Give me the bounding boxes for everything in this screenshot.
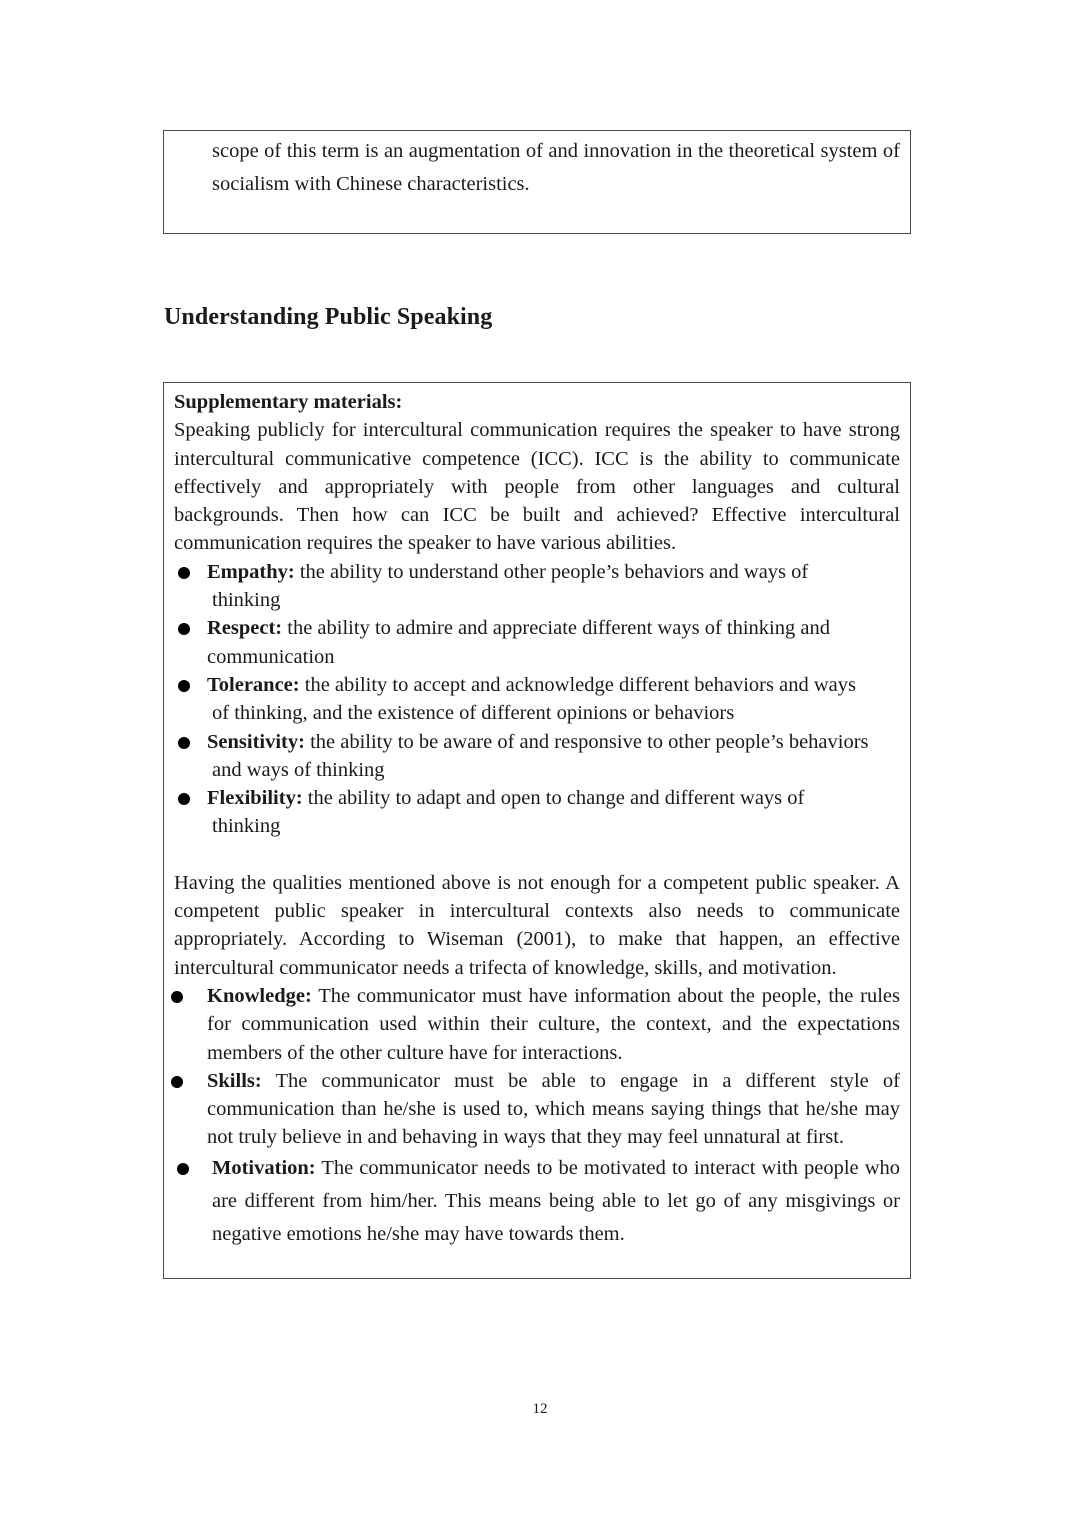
component-item-skills bbox=[174, 1067, 900, 1152]
component-term: Motivation: bbox=[212, 1156, 316, 1179]
section-title: Understanding Public Speaking bbox=[164, 304, 493, 330]
ability-text: the ability to adapt and open to change and different ways of bbox=[307, 787, 805, 810]
bullet-icon bbox=[178, 737, 190, 749]
components-list bbox=[174, 982, 900, 1251]
bullet-icon bbox=[178, 623, 190, 635]
component-item-motivation bbox=[174, 1152, 900, 1251]
component-text: The communicator must be able to engage in a different style of communication than he/she is used to, which means saying things that he/she may not truly believe in and behaving in ways that they may feel unnatural at first. bbox=[207, 1069, 900, 1149]
ability-item-empathy bbox=[174, 558, 900, 615]
bullet-icon bbox=[178, 680, 190, 692]
continuation-text: scope of this term is an augmentation of and innovation in the theoretical system of socialism with Chinese characteristics. bbox=[212, 140, 900, 195]
ability-term: Flexibility: bbox=[207, 787, 303, 810]
ability-term: Tolerance: bbox=[207, 673, 300, 696]
ability-item-sensitivity bbox=[174, 728, 900, 785]
supplementary-materials-box bbox=[163, 382, 911, 1279]
component-text: The communicator needs to be motivated to interact with people who are different from him/her. This means being able to let go of any misgivings or negative emotions he/she may have towards them. bbox=[212, 1156, 900, 1245]
bullet-icon bbox=[177, 1163, 189, 1175]
ability-item-respect bbox=[174, 614, 900, 671]
bullet-icon bbox=[178, 793, 190, 805]
component-term: Knowledge: bbox=[207, 984, 312, 1007]
component-term: Skills: bbox=[207, 1069, 262, 1092]
continuation-box bbox=[163, 130, 911, 234]
bullet-icon bbox=[171, 1076, 183, 1088]
ability-text-continued: thinking bbox=[212, 589, 281, 612]
ability-text: the ability to understand other people’s behaviors and ways of bbox=[299, 560, 809, 583]
supplementary-heading: Supplementary materials: bbox=[174, 391, 403, 413]
ability-text: the ability to be aware of and responsive to other people’s behaviors bbox=[310, 730, 869, 753]
component-item-knowledge bbox=[174, 982, 900, 1067]
ability-text: the ability to accept and acknowledge different behaviors and ways bbox=[304, 673, 856, 696]
bullet-icon bbox=[178, 567, 190, 579]
component-text: The communicator must have information about the people, the rules for communication used within their culture, the context, and the expectations members of the other culture have for interactions. bbox=[207, 984, 900, 1064]
ability-item-tolerance bbox=[174, 671, 900, 728]
intro-paragraph: Speaking publicly for intercultural communication requires the speaker to have strong intercultural communicative competence (ICC). ICC is the ability to communicate effectively and appropriately with people from other languages and cultural backgrounds. Then how can ICC be built and achieved? Effective intercultural communication requires the speaker to have various abilities. bbox=[174, 419, 900, 555]
ability-text-continued: of thinking, and the existence of different opinions or behaviors bbox=[212, 702, 735, 725]
bullet-icon bbox=[171, 991, 183, 1003]
ability-item-flexibility bbox=[174, 784, 900, 841]
competence-paragraph: Having the qualities mentioned above is not enough for a competent public speaker. A competent public speaker in intercultural contexts also needs to communicate appropriately. According to Wiseman (2001), to make that happen, an effective intercultural communicator needs a trifecta of knowledge, skills, and motivation. bbox=[174, 871, 900, 979]
ability-term: Empathy: bbox=[207, 560, 295, 583]
page-number: 12 bbox=[532, 1401, 548, 1417]
paragraph-gap bbox=[174, 841, 900, 869]
ability-text: the ability to admire and appreciate different ways of thinking and bbox=[287, 617, 830, 640]
abilities-list bbox=[174, 558, 900, 841]
ability-text-continued: thinking bbox=[212, 815, 281, 838]
ability-term: Respect: bbox=[207, 617, 283, 640]
ability-text-continued: communication bbox=[207, 645, 335, 668]
ability-term: Sensitivity: bbox=[207, 730, 305, 753]
ability-text-continued: and ways of thinking bbox=[212, 758, 385, 781]
